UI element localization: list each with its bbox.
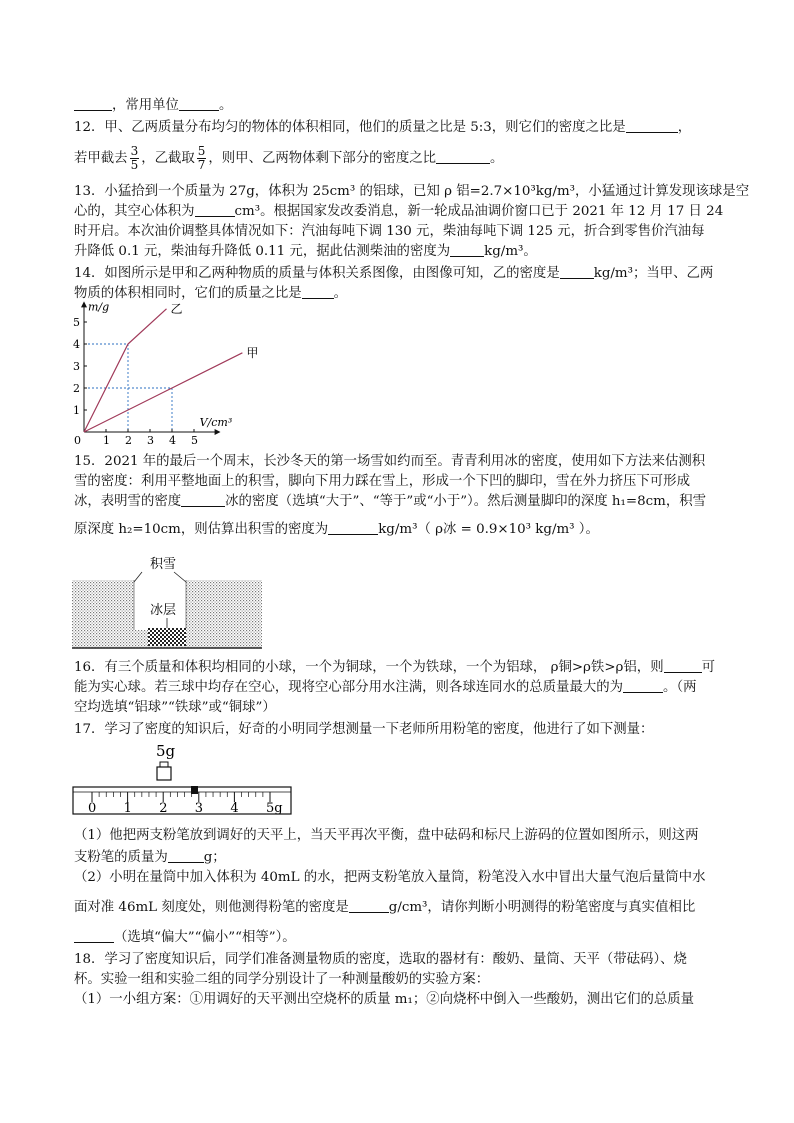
answer-blank[interactable] <box>74 928 114 943</box>
fraction-3-5: $\frac{3}{5}$ <box>130 144 139 172</box>
q15-line2: 雪的密度：利用平整地面上的积雪，脚向下用力踩在雪上，形成一个下凹的脚印，雪在外力挤压下可形成 <box>74 474 690 489</box>
scale-label: 1 <box>123 801 132 816</box>
q17-sub1-line2: 支粉笔的质量为 g； <box>74 850 226 865</box>
snow-layer-right <box>186 580 262 648</box>
mass-volume-chart <box>72 300 259 447</box>
q12-line1: 12．甲、乙两质量分布均匀的物体的体积相同，他们的质量之比是 5:3，则它们的密度之比是 ， <box>74 120 692 135</box>
snow-layer-left <box>72 580 134 648</box>
q18-line1: 18．学习了密度知识后，同学们准备测量物质的密度，选取的器材有：酸奶、量筒、天平（带砝码）、烧 <box>74 952 687 967</box>
scale-label: 4 <box>230 801 239 816</box>
q18-line3: （1）一小组方案：①用调好的天平测出空烧杯的质量 m₁；②向烧杯中倒入一些酸奶，测出它们的总质量 <box>74 992 695 1007</box>
weight-label: 5g <box>156 742 176 760</box>
beam-scale <box>73 787 291 814</box>
q17-sub1-line1: （1）他把两支粉笔放到调好的天平上，当天平再次平衡，盘中砝码和标尺上游码的位置如图所示，则这两 <box>74 828 699 843</box>
q13-line4: 升降低 0.1 元，柴油每升降低 0.11 元，据此估测柴油的密度为 kg/m³。 <box>74 244 537 259</box>
answer-blank[interactable] <box>168 848 204 863</box>
answer-blank[interactable] <box>626 118 678 133</box>
scale-label: 2 <box>159 801 168 816</box>
origin-label: 0 <box>74 434 81 447</box>
y-tick-label: 1 <box>73 404 80 417</box>
q16-line1: 16．有三个质量和体积均相同的小球，一个为铜球，一个为铁球，一个为铝球， ρ铜>ρ铁>ρ铝，则 可 <box>74 660 715 675</box>
q16-line3: 空均选填“铝球”“铁球”或“铜球”） <box>74 700 276 715</box>
q16-line2: 能为实心球。若三球中均存在空心，现将空心部分用水注满，则各球连同水的总质量最大的为 。（两 <box>74 680 697 695</box>
answer-blank[interactable] <box>560 264 594 279</box>
fraction-5-7: $\frac{5}{7}$ <box>197 144 206 172</box>
q13-line3: 时开启。本次油价调整具体情况如下：汽油每吨下调 130 元，柴油每吨下调 125 元，折合到零售价汽油每 <box>74 224 705 239</box>
q17-sub2-line1: （2）小明在量筒中加入体积为 40mL 的水，把两支粉笔放入量筒，粉笔没入水中冒出大量气泡后量筒中水 <box>74 870 706 885</box>
answer-blank[interactable] <box>664 658 702 673</box>
weight-icon <box>157 767 171 780</box>
series-line-乙 <box>84 309 167 432</box>
series-label: 甲 <box>246 345 259 360</box>
series-label: 乙 <box>170 301 183 316</box>
y-tick-label: 2 <box>73 382 80 395</box>
q14-line2: 物质的体积相同时，它们的质量之比是 。 <box>74 286 348 301</box>
y-tick-label: 5 <box>73 316 80 329</box>
y-tick-label: 3 <box>73 360 80 373</box>
x-axis-label: V/cm³ <box>199 416 233 429</box>
q17-line1: 17．学习了密度的知识后，好奇的小明同学想测量一下老师所用粉笔的密度，他进行了如下测量： <box>74 722 654 737</box>
q17-sub2-line3: （选填“偏大”“偏小”“相等”）。 <box>74 928 296 948</box>
q11-tail: ，常用单位 。 <box>74 96 232 116</box>
x-tick-label: 4 <box>169 434 176 447</box>
answer-blank[interactable] <box>302 284 334 299</box>
answer-blank[interactable] <box>195 202 235 217</box>
x-tick-label: 2 <box>125 434 132 447</box>
answer-blank[interactable] <box>623 678 663 693</box>
y-axis-label: m/g <box>88 300 110 314</box>
y-tick-label: 4 <box>73 338 80 351</box>
q13-line2: 心的，其空心体积为 cm³。根据国家发改委消息，新一轮成品油调价窗口已于 2021 年 12 月 17 日 24 <box>74 204 724 219</box>
q18-line2: 杯。实验一组和实验二组的同学分别设计了一种测量酸奶的实验方案： <box>74 972 490 987</box>
x-tick-label: 3 <box>147 434 154 447</box>
x-tick-label: 5 <box>191 434 198 447</box>
answer-blank[interactable] <box>349 898 389 913</box>
balance-scale-figure <box>72 740 294 820</box>
scale-label: 3 <box>194 801 204 816</box>
snow-footprint-figure <box>72 552 264 650</box>
answer-blank[interactable] <box>179 96 219 111</box>
answer-blank[interactable] <box>74 96 112 111</box>
answer-blank[interactable] <box>436 149 490 164</box>
answer-blank[interactable] <box>450 242 484 257</box>
rider-slider[interactable] <box>191 786 198 794</box>
q15-line3: 冰，表明雪的密度 冰的密度（选填“大于”、“等于”或“小于”）。然后测量脚印的深度 h₁=8cm，积雪 <box>74 494 707 509</box>
ice-layer <box>148 628 186 646</box>
weight-knob <box>160 762 168 767</box>
q13-line1: 13．小猛拾到一个质量为 27g，体积为 25cm³ 的铝球，已知 ρ 铝=2.7×10³kg/m³，小猛通过计算发现该球是空 <box>74 184 750 199</box>
x-tick-label: 1 <box>103 434 110 447</box>
q14-line1: 14．如图所示是甲和乙两种物质的质量与体积关系图像，由图像可知，乙的密度是 kg/m³；当甲、乙两 <box>74 266 714 281</box>
q17-sub2-line2: 面对准 46mL 刻度处，则他测得粉笔的密度是 g/cm³，请你判断小明测得的粉笔密度与真实值相比 <box>74 900 696 915</box>
answer-blank[interactable] <box>328 520 378 535</box>
answer-blank[interactable] <box>181 492 225 507</box>
q12-line2: 若甲截去 $\frac{3}{5}$ ，乙截取 $\frac{5}{7}$ ，则甲、乙两物体剩下部分的密度之比 。 <box>74 144 504 172</box>
snow-label: 积雪 <box>150 557 177 572</box>
q15-line1: 15．2021 年的最后一个周末，长沙冬天的第一场雪如约而至。青青利用冰的密度，使用如下方法来估测积 <box>74 454 706 469</box>
scale-label: 5g <box>266 801 283 816</box>
scale-label: 0 <box>88 801 97 816</box>
ice-label: 冰层 <box>150 603 177 618</box>
q15-line4: 原深度 h₂=10cm，则估算出积雪的密度为 kg/m³（ ρ冰 = 0.9×10³ kg/m³ ）。 <box>74 522 599 537</box>
